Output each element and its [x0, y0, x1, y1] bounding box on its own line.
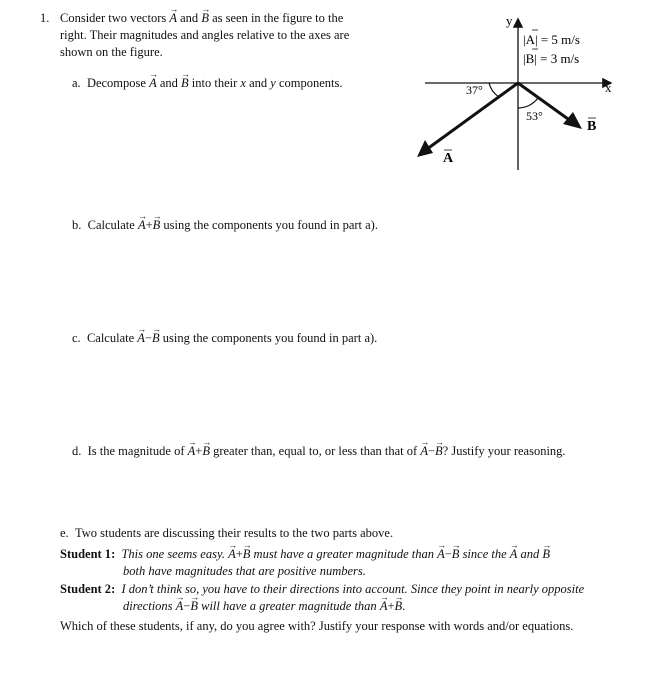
vector-a-arrowhead	[417, 140, 433, 157]
part-c: c. Calculate → A−→ B using the components you found in part a).	[72, 330, 377, 347]
closing-question: Which of these students, if any, do you agree with? Justify your response with words and/or equations.	[60, 619, 574, 633]
y-axis-label: y	[506, 13, 513, 28]
angle-b-arc	[518, 98, 538, 108]
vector-b-label: B	[587, 119, 597, 134]
magnitude-a: |A| = 5 m/s	[523, 32, 580, 47]
angle-a-label: 37°	[466, 83, 483, 97]
angle-a-arc	[489, 83, 499, 97]
vector-b-arrowhead	[563, 112, 582, 129]
vector-a-label: A	[443, 151, 454, 166]
problem-number: 1.	[40, 11, 50, 25]
part-a: a. Decompose → A and → B into their x and y components.	[72, 75, 343, 92]
part-d: d. Is the magnitude of → A+→ B greater than, equal to, or less than that of → A−→ B? Justify your reasoning.	[72, 443, 566, 460]
problem-intro: Consider two vectors → A and → B as seen in the figure to the right. Their magnitudes and angles relative to the axes are shown on the figure.	[60, 10, 390, 61]
student-2-statement: Student 2: I don’t think so, you have to their directions into account. Since they point in nearly opposite directions → A−→ B will have a greater magnitude than → A+→ B.	[60, 581, 660, 615]
part-b: b. Calculate → A+→ B using the components you found in part a).	[72, 217, 378, 234]
part-e-intro: e. Two students are discussing their results to the two parts above.	[60, 526, 394, 540]
student-1-statement: Student 1: This one seems easy. → A+→ B must have a greater magnitude than → A−→ B since the → A and → B both have magnitudes that are positive numbers.	[60, 546, 650, 580]
x-axis-label: x	[605, 80, 612, 95]
angle-b-label: 53°	[526, 109, 543, 123]
vector-figure	[405, 12, 630, 177]
magnitude-b: |B| = 3 m/s	[523, 51, 580, 66]
